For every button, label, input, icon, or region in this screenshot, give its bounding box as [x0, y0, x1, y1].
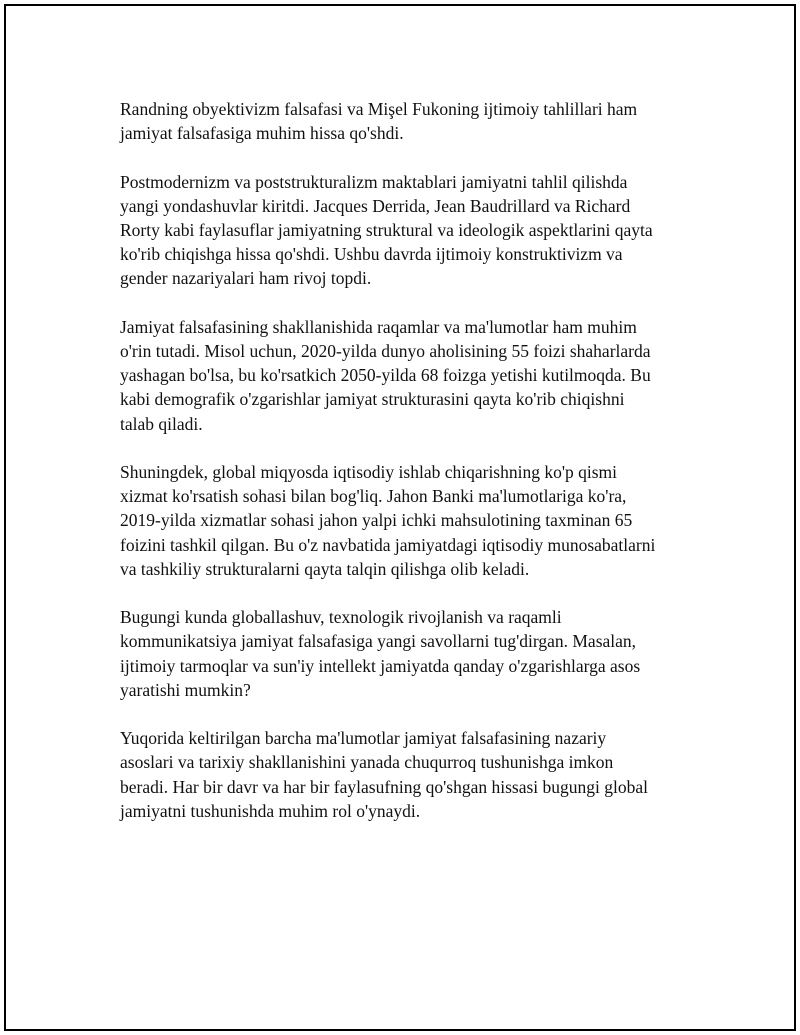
- text-line: ko'rib chiqishga hissa qo'shdi. Ushbu davrda ijtimoiy konstruktivizm va: [120, 244, 623, 265]
- text-line: Yuqorida keltirilgan barcha ma'lumotlar jamiyat falsafasining nazariy: [120, 728, 607, 749]
- text-line: asoslari va tarixiy shakllanishini yanada chuqurroq tushunishga imkon: [120, 752, 614, 773]
- text-line: Jamiyat falsafasining shakllanishida raqamlar va ma'lumotlar ham muhim: [120, 316, 637, 337]
- paragraph-5: [120, 605, 695, 702]
- text-line: yashagan bo'lsa, bu ko'rsatkich 2050-yilda 68 foizga yetishi kutilmoqda. Bu: [120, 365, 651, 386]
- document-page: [4, 4, 796, 1031]
- text-line: xizmat ko'rsatish sohasi bilan bog'liq. Jahon Banki ma'lumotlariga ko'ra,: [120, 486, 627, 507]
- text-line: ijtimoiy tarmoqlar va sun'iy intellekt jamiyatda qanday o'zgarishlarga asos: [120, 655, 641, 676]
- paragraph-2: [120, 170, 695, 291]
- document-body: [120, 97, 695, 847]
- text-line: o'rin tutadi. Misol uchun, 2020-yilda dunyo aholisining 55 foizi shaharlarda: [120, 341, 651, 361]
- text-line: beradi. Har bir davr va har bir faylasufning qo'shgan hissasi bugungi global: [120, 776, 649, 797]
- text-line: kabi demografik o'zgarishlar jamiyat strukturasini qayta ko'rib chiqishni: [120, 389, 625, 410]
- text-line: jamiyat falsafasiga muhim hissa qo'shdi.: [120, 123, 404, 144]
- text-line: Randning obyektivizm falsafasi va Mişel Fukoning ijtimoiy tahlillari ham: [120, 99, 638, 119]
- text-line: 2019-yilda xizmatlar sohasi jahon yalpi ichki mahsulotining taxminan 65: [120, 510, 633, 531]
- text-line: va tashkiliy strukturalarni qayta talqin qilishga olib keladi.: [120, 558, 530, 579]
- text-line: yaratishi mumkin?: [120, 679, 251, 700]
- text-line: Postmodernizm va poststrukturalizm maktablari jamiyatni tahlil qilishda: [120, 171, 628, 192]
- text-line: foizini tashkil qilgan. Bu o'z navbatida jamiyatdagi iqtisodiy munosabatlarni: [120, 534, 656, 555]
- text-line: Bugungi kunda globallashuv, texnologik rivojlanish va raqamli: [120, 607, 562, 628]
- paragraph-1: [120, 97, 695, 145]
- text-line: jamiyatni tushunishda muhim rol o'ynaydi.: [120, 800, 421, 821]
- text-line: gender nazariyalari ham rivoj topdi.: [120, 268, 372, 289]
- text-line: yangi yondashuvlar kiritdi. Jacques Derrida, Jean Baudrillard va Richard: [120, 195, 631, 216]
- paragraph-3: [120, 315, 695, 436]
- paragraph-6: [120, 726, 695, 823]
- text-line: Rorty kabi faylasuflar jamiyatning struktural va ideologik aspektlarini qayta: [120, 220, 653, 240]
- paragraph-4: [120, 460, 695, 581]
- text-line: talab qiladi.: [120, 413, 203, 434]
- text-line: Shuningdek, global miqyosda iqtisodiy ishlab chiqarishning ko'p qismi: [120, 462, 618, 482]
- text-line: kommunikatsiya jamiyat falsafasiga yangi savollarni tug'dirgan. Masalan,: [120, 631, 637, 652]
